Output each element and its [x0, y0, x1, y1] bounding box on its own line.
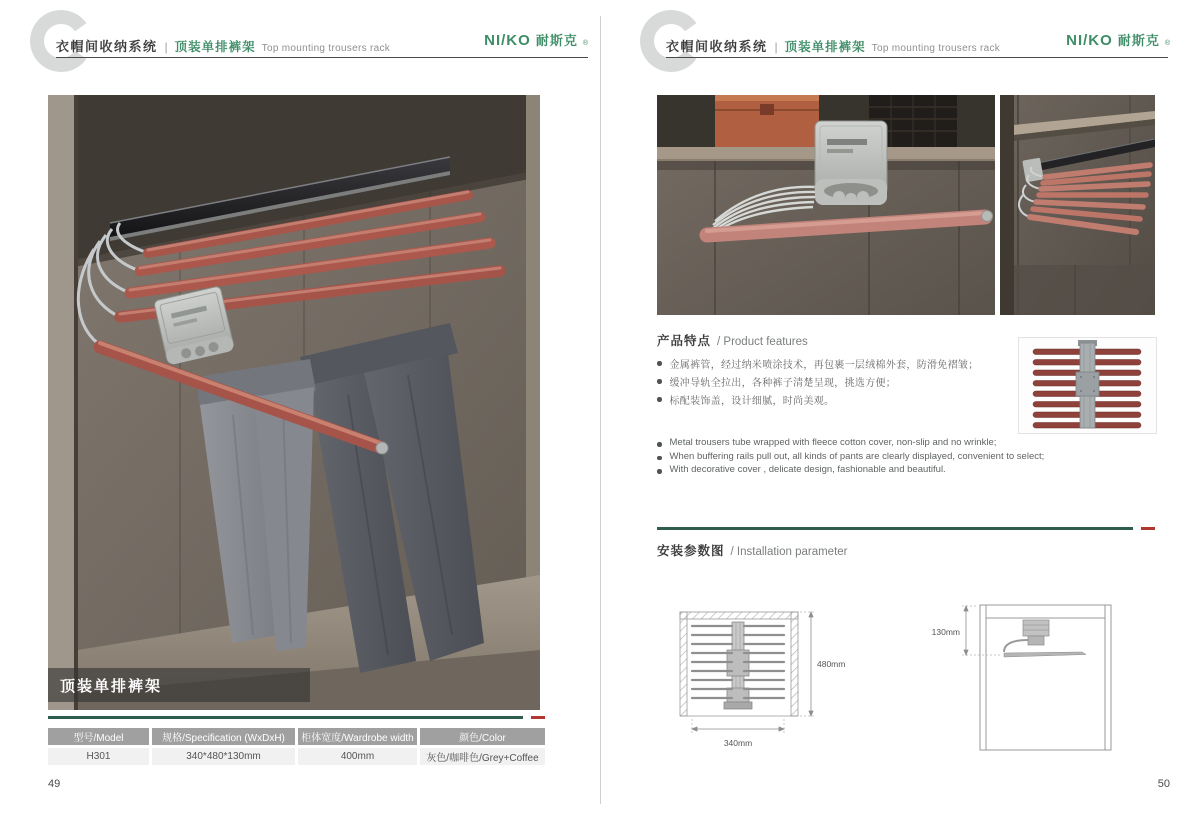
dim-width-label: 340mm — [723, 738, 753, 748]
page-divider — [600, 16, 601, 804]
feature-text-en: When buffering rails pull out, all kinds of pants are clearly displayed, convenient to select; — [669, 450, 1045, 462]
feature-text: 缓冲导轨全拉出，各种裤子清楚呈现，挑选方便； — [669, 378, 897, 389]
brand-logo-right — [1042, 30, 1170, 49]
spec-header-specification: 规格/Specification (WxDxH) — [152, 728, 295, 745]
brand-logo — [460, 30, 588, 49]
bullet-dot-icon — [657, 442, 662, 447]
spec-header-model: 型号/Model — [48, 728, 149, 745]
spec-header-wardrobe-width: 柜体宽度/Wardrobe width — [298, 728, 417, 745]
spec-table-value-row — [48, 748, 545, 765]
header-product-en: Top mounting trousers rack — [871, 43, 1001, 54]
separator-red — [531, 716, 545, 719]
feature-text-en: With decorative cover , delicate design, fashionable and beautiful. — [669, 464, 946, 475]
features-title — [657, 331, 808, 349]
dim-extension-lines — [962, 606, 1002, 655]
product-photo-main — [48, 95, 540, 710]
brand-logo-reg: ® — [582, 40, 588, 47]
feature-item-en — [657, 437, 1087, 451]
cover-logo-mark — [827, 139, 867, 145]
separator-red — [1141, 527, 1155, 530]
dim-lines — [964, 606, 968, 655]
feature-item — [657, 356, 1007, 374]
spec-table-header-row — [48, 728, 545, 745]
dim-depth-label: 130mm — [931, 627, 960, 637]
installation-title — [657, 541, 848, 559]
header-rule-left — [56, 57, 588, 58]
spec-header-color: 颜色/Color — [420, 728, 545, 745]
bullet-dot-icon — [657, 379, 662, 384]
header-product-en: Top mounting trousers rack — [261, 43, 391, 54]
features-title-en: / Product features — [717, 336, 808, 348]
page-header-right — [666, 36, 1000, 55]
header-product-cn: 顶装单排裤架 — [174, 40, 256, 54]
diagram-side-view — [900, 593, 1150, 763]
decorative-cover — [815, 121, 887, 205]
photo-caption-text: 顶装单排裤架 — [60, 677, 163, 695]
header-separator: | — [774, 40, 778, 54]
feature-item-en — [657, 451, 1087, 465]
storage-box-orange — [715, 95, 819, 147]
spec-value-model: H301 — [48, 748, 149, 765]
feature-text-en: Metal trousers tube wrapped with fleece cotton cover, non-slip and no wrinkle; — [669, 437, 997, 448]
product-photo-angle — [1000, 95, 1155, 315]
header-category: 衣帽间收纳系统 — [56, 39, 158, 54]
page-header-left — [56, 36, 390, 55]
bullet-dot-icon — [657, 397, 662, 402]
brand-logo-reg: ® — [1164, 40, 1170, 47]
header-separator: | — [164, 40, 168, 54]
features-title-cn: 产品特点 — [657, 334, 712, 348]
separator-green — [657, 527, 1133, 530]
feature-item-en — [657, 464, 1087, 478]
dim-height-label: 480mm — [817, 659, 846, 669]
brand-logo-latin: NI/KO — [484, 32, 531, 49]
feature-text: 标配装饰盖，设计细腻，时尚美观。 — [669, 396, 835, 407]
feature-item — [657, 374, 1007, 392]
page-number-right: 50 — [1157, 778, 1170, 790]
feature-item — [657, 392, 1007, 410]
product-thumbnail — [1018, 337, 1157, 434]
features-bullets-en — [657, 437, 1087, 478]
header-product-cn: 顶装单排裤架 — [784, 40, 866, 54]
brand-logo-cn: 耐斯克 — [1117, 33, 1160, 48]
brand-logo-latin: NI/KO — [1066, 32, 1113, 49]
rack-drawing — [1004, 620, 1086, 657]
bullet-dot-icon — [657, 361, 662, 366]
spec-value-color: 灰色/咖啡色/Grey+Coffee — [420, 748, 545, 765]
separator-line-left — [48, 716, 545, 719]
bullet-dot-icon — [657, 456, 662, 461]
product-photo-closeup — [657, 95, 995, 315]
spec-table — [48, 728, 545, 765]
diagram-front-view — [662, 598, 877, 766]
features-bullets-cn — [657, 356, 1007, 410]
bullet-dot-icon — [657, 469, 662, 474]
installation-title-cn: 安装参数图 — [657, 544, 725, 558]
spec-value-specification: 340*480*130mm — [152, 748, 295, 765]
separator-green — [48, 716, 523, 719]
feature-text: 金属裤管，经过纳米喷涂技术，再包裹一层绒棉外套，防滑免褶皱； — [669, 360, 979, 371]
header-category: 衣帽间收纳系统 — [666, 39, 768, 54]
brand-logo-cn: 耐斯克 — [535, 33, 578, 48]
rack-drawing — [692, 622, 784, 709]
spec-value-wardrobe-width: 400mm — [298, 748, 417, 765]
page-number-left: 49 — [48, 778, 61, 790]
photo-caption — [48, 668, 310, 702]
installation-title-en: / Installation parameter — [730, 546, 848, 558]
header-rule-right — [666, 57, 1168, 58]
separator-line-right — [657, 527, 1155, 530]
